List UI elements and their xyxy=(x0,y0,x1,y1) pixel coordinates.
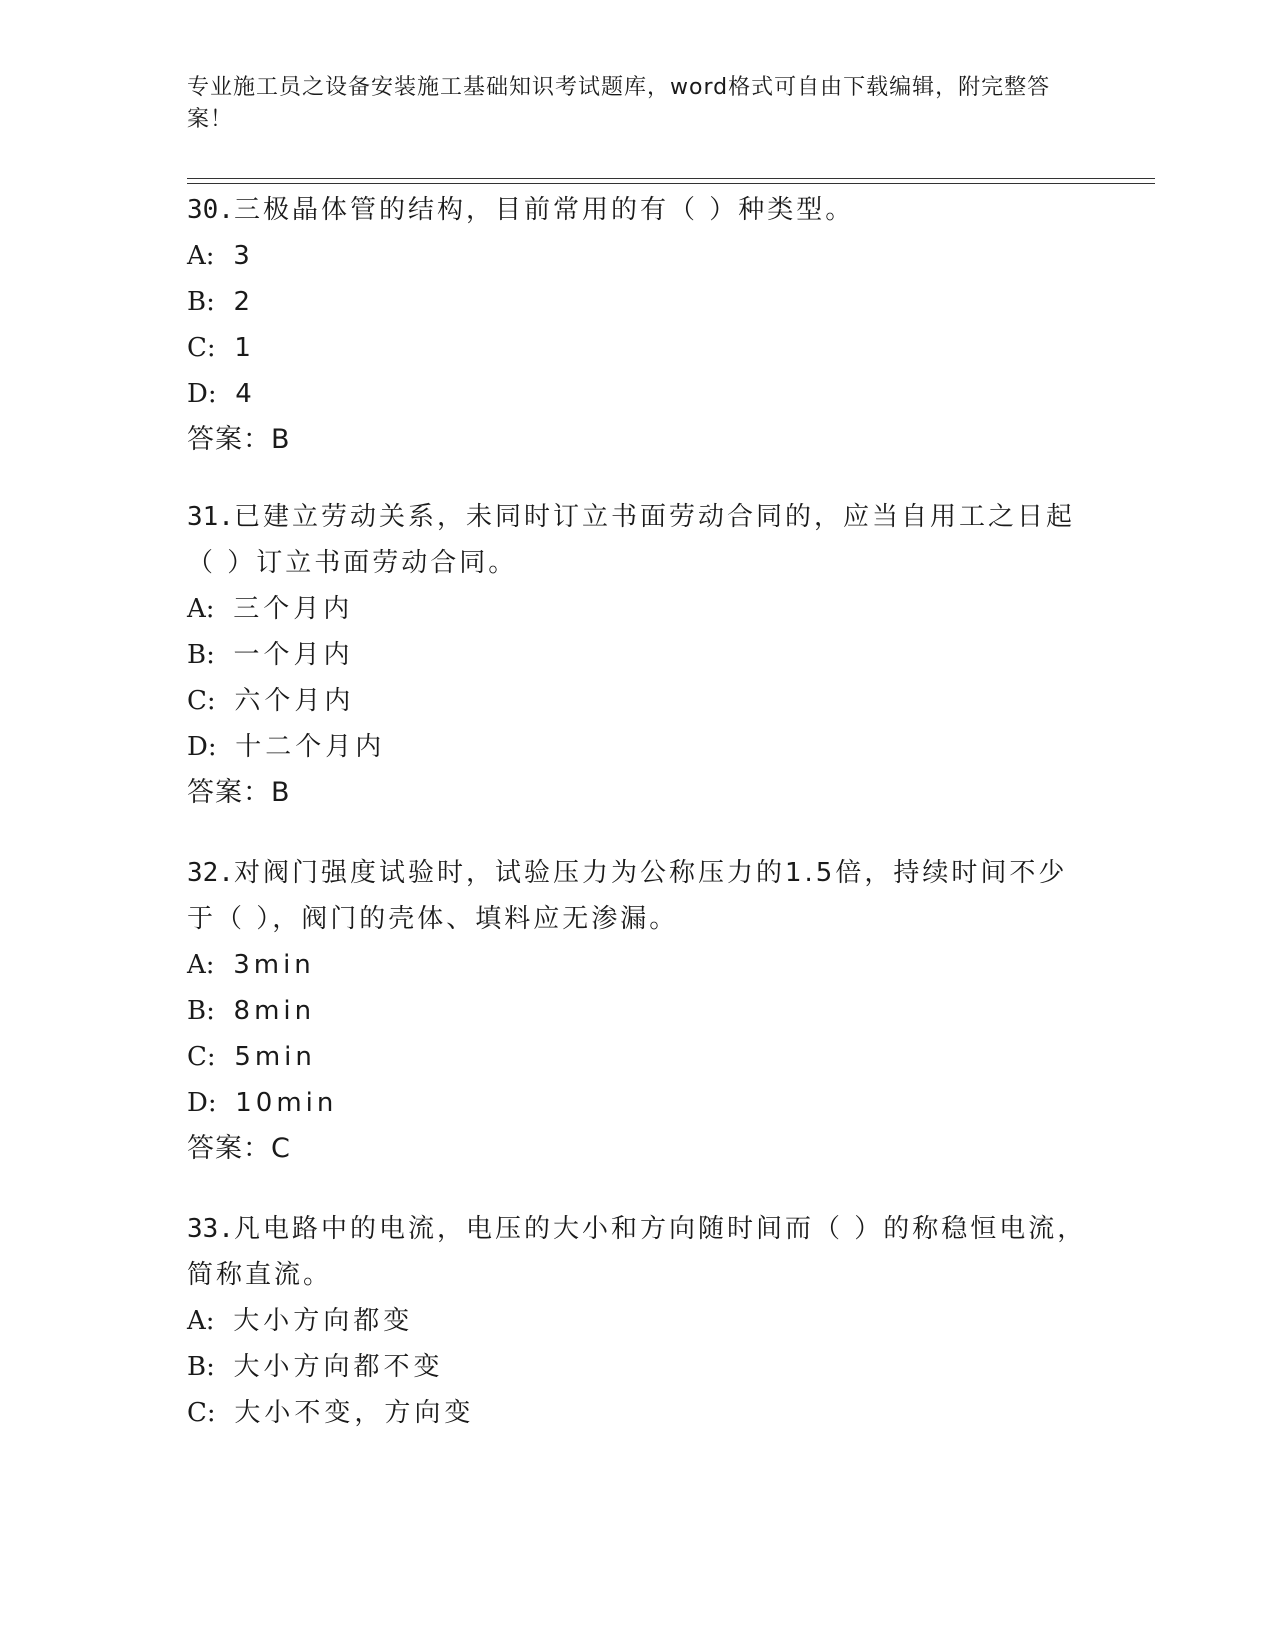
option-d xyxy=(187,724,1087,770)
option-value: 3min xyxy=(233,950,315,980)
option-key: D: xyxy=(187,1088,217,1118)
option-key: A: xyxy=(187,241,215,271)
option-key: D: xyxy=(187,379,217,409)
option-value: 三个月内 xyxy=(233,594,354,624)
option-value: 10min xyxy=(235,1088,338,1118)
option-b xyxy=(187,1344,1087,1390)
question-text xyxy=(187,494,1087,586)
option-value: 1 xyxy=(234,333,255,363)
option-b xyxy=(187,632,1087,678)
option-key: C: xyxy=(187,686,216,716)
option-b xyxy=(187,279,1087,325)
option-c xyxy=(187,325,1087,371)
option-c xyxy=(187,1034,1087,1080)
document-header: 专业施工员之设备安装施工基础知识考试题库，word格式可自由下载编辑，附完整答案！ xyxy=(187,75,1051,132)
option-value: 5min xyxy=(234,1042,316,1072)
answer-line: 答案：B xyxy=(187,424,291,455)
question-number: 31. xyxy=(187,502,234,532)
question-stem: 对阀门强度试验时，试验压力为公称压力的1.5倍，持续时间不少于（ ），阀门的壳体、填料应无渗漏。 xyxy=(187,858,1068,934)
option-d xyxy=(187,371,1087,417)
question-33 xyxy=(187,1206,1087,1436)
question-30 xyxy=(187,187,1087,463)
option-key: A: xyxy=(187,594,215,624)
option-key: C: xyxy=(187,1042,216,1072)
option-value: 大小不变，方向变 xyxy=(234,1398,475,1428)
question-number: 30. xyxy=(187,195,234,225)
option-key: B: xyxy=(187,640,215,670)
question-stem: 凡电路中的电流，电压的大小和方向随时间而（ ）的称稳恒电流，简称直流。 xyxy=(187,1214,1087,1290)
option-key: C: xyxy=(187,1398,216,1428)
header-divider-bottom xyxy=(187,183,1155,184)
question-31 xyxy=(187,494,1087,816)
option-value: 2 xyxy=(233,287,255,317)
option-key: B: xyxy=(187,996,215,1026)
question-text xyxy=(187,850,1087,942)
option-value: 8min xyxy=(233,996,316,1026)
option-d xyxy=(187,1080,1087,1126)
option-value: 3 xyxy=(233,241,254,271)
question-number: 32. xyxy=(187,858,234,888)
question-text xyxy=(187,187,1087,233)
option-c xyxy=(187,678,1087,724)
option-value: 一个月内 xyxy=(233,640,354,670)
option-key: D: xyxy=(187,732,217,762)
option-value: 大小方向都变 xyxy=(233,1306,414,1336)
option-key: A: xyxy=(187,950,215,980)
header-divider-top xyxy=(187,178,1155,179)
option-value: 十二个月内 xyxy=(235,732,386,762)
question-32 xyxy=(187,850,1087,1172)
option-key: C: xyxy=(187,333,216,363)
question-text xyxy=(187,1206,1087,1298)
option-c xyxy=(187,1390,1087,1436)
option-value: 大小方向都不变 xyxy=(233,1352,444,1382)
option-a xyxy=(187,942,1087,988)
question-number: 33. xyxy=(187,1214,234,1244)
question-stem: 已建立劳动关系，未同时订立书面劳动合同的，应当自用工之日起（ ）订立书面劳动合同。 xyxy=(187,502,1075,578)
option-key: B: xyxy=(187,287,215,317)
option-value: 4 xyxy=(235,379,256,409)
option-key: B: xyxy=(187,1352,215,1382)
answer-line: 答案：B xyxy=(187,777,291,808)
question-stem: 三极晶体管的结构，目前常用的有（ ）种类型。 xyxy=(233,195,855,225)
option-a xyxy=(187,586,1087,632)
option-value: 六个月内 xyxy=(234,686,355,716)
option-a xyxy=(187,233,1087,279)
answer-line: 答案：C xyxy=(187,1133,291,1164)
option-b xyxy=(187,988,1087,1034)
option-a xyxy=(187,1298,1087,1344)
option-key: A: xyxy=(187,1306,215,1336)
